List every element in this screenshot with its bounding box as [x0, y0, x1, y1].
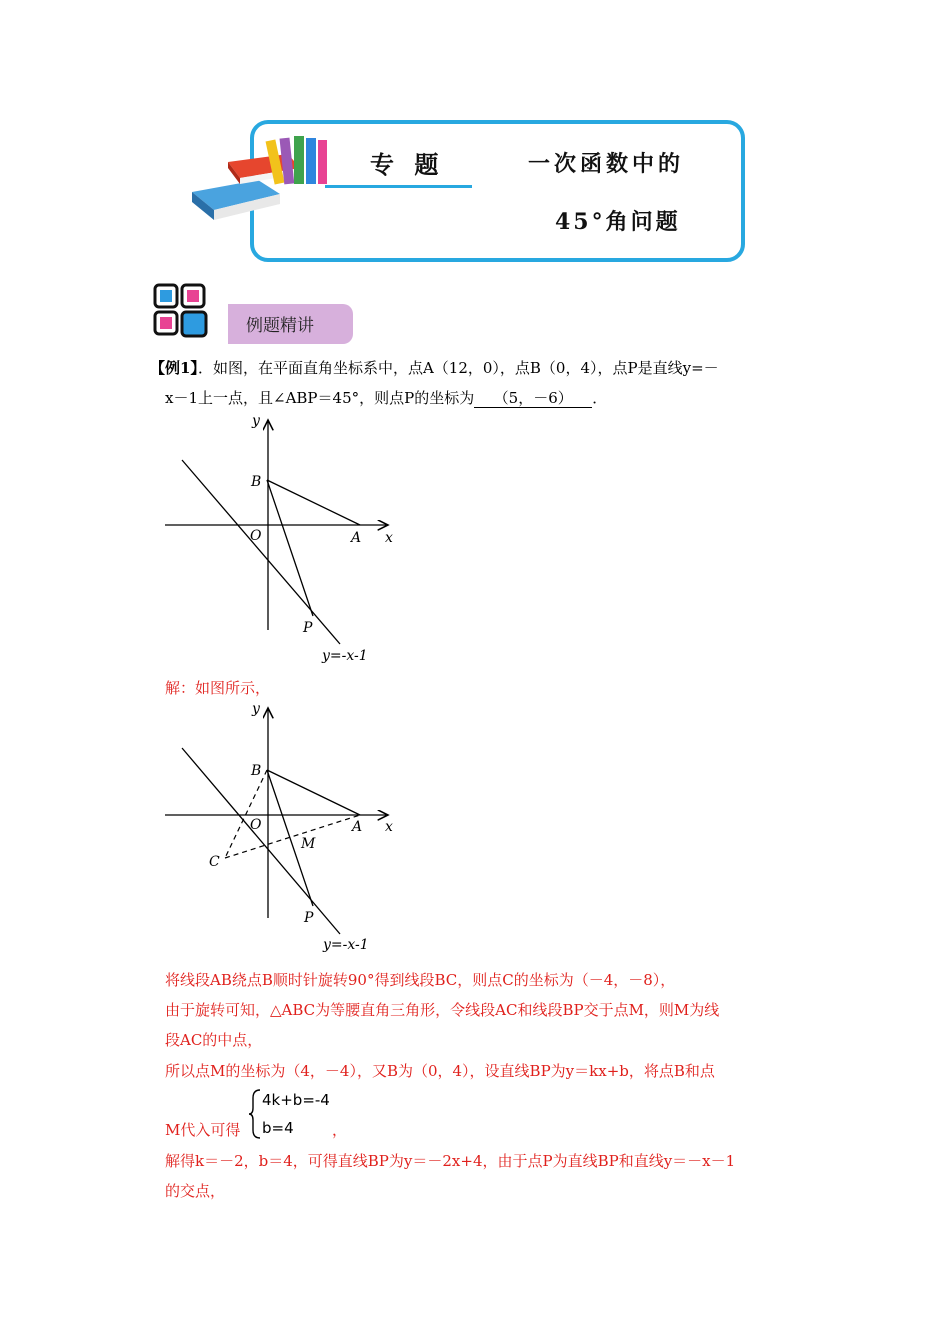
question-text-2-end: ． [592, 389, 608, 407]
label-x: x [385, 530, 393, 546]
label-b: B [251, 474, 262, 490]
puzzle-squares-icon [152, 282, 214, 342]
figure-1 [160, 412, 400, 667]
solution-paragraph-1: 将线段AB绕点B顺时针旋转90°得到线段BC，则点C的坐标为（－4，－8）， [165, 971, 676, 989]
solution-paragraph-5a: 解得k＝－2，b＝4，可得直线BP为y＝－2x+4，由于点P为直线BP和直线y＝－x－1 [165, 1152, 736, 1170]
equation-1: 4k+b=-4 [262, 1091, 330, 1109]
segment-bc-dashed [225, 770, 267, 858]
question-text-1: ．如图，在平面直角坐标系中，点A（12，0），点B（0，4），点P是直线y=－ [197, 359, 719, 377]
segment-ac-dashed [225, 815, 363, 858]
system-brace [248, 1088, 262, 1140]
solution-paragraph-2a: 由于旋转可知，△ABC为等腰直角三角形，令线段AC和线段BP交于点M，则M为线 [165, 1001, 720, 1019]
question-line-1 [150, 353, 719, 383]
label-p: P [304, 910, 314, 926]
banner-title-left: 专 题 [370, 150, 445, 179]
section-label: 例题精讲 [246, 316, 314, 336]
solution-intro: 解：如图所示， [165, 679, 271, 697]
label-o: O [250, 528, 262, 544]
label-c: C [209, 854, 220, 870]
solution-paragraph-2b: 段AC的中点， [165, 1031, 263, 1049]
banner-title-line1: 一次函数中的 [528, 151, 685, 177]
label-y: y [252, 701, 260, 717]
label-y: y [252, 413, 260, 429]
figure-2 [160, 700, 400, 958]
segment-bp [267, 480, 313, 616]
solution-paragraph-4-end: ， [332, 1121, 348, 1139]
label-a: A [351, 530, 362, 546]
label-p: P [303, 620, 313, 636]
label-x: x [385, 819, 393, 835]
segment-ab [267, 770, 360, 815]
solution-paragraph-3: 所以点M的坐标为（4，－4），又B为（0，4），设直线BP为y＝kx+b，将点B和点 [165, 1062, 715, 1080]
label-line-equation: y=-x-1 [323, 937, 369, 953]
banner-divider [325, 185, 472, 188]
label-a: A [352, 819, 363, 835]
books-icon [188, 132, 338, 227]
label-b: B [251, 763, 262, 779]
label-o: O [250, 817, 262, 833]
equation-2: b=4 [262, 1119, 294, 1137]
answer-blank: （5，－6） [474, 389, 592, 408]
example-tag: 【例1】 [150, 359, 198, 377]
solution-paragraph-5b: 的交点， [165, 1182, 226, 1200]
banner-title-line2: 45°角问题 [555, 209, 681, 235]
question-text-2: x－1上一点，且∠ABP＝45°，则点P的坐标为 [165, 389, 475, 407]
question-line-2 [165, 383, 607, 413]
label-m: M [301, 836, 316, 852]
segment-ab [267, 480, 360, 525]
solution-paragraph-4: M代入可得 [165, 1121, 241, 1139]
label-line-equation: y=-x-1 [322, 648, 368, 664]
